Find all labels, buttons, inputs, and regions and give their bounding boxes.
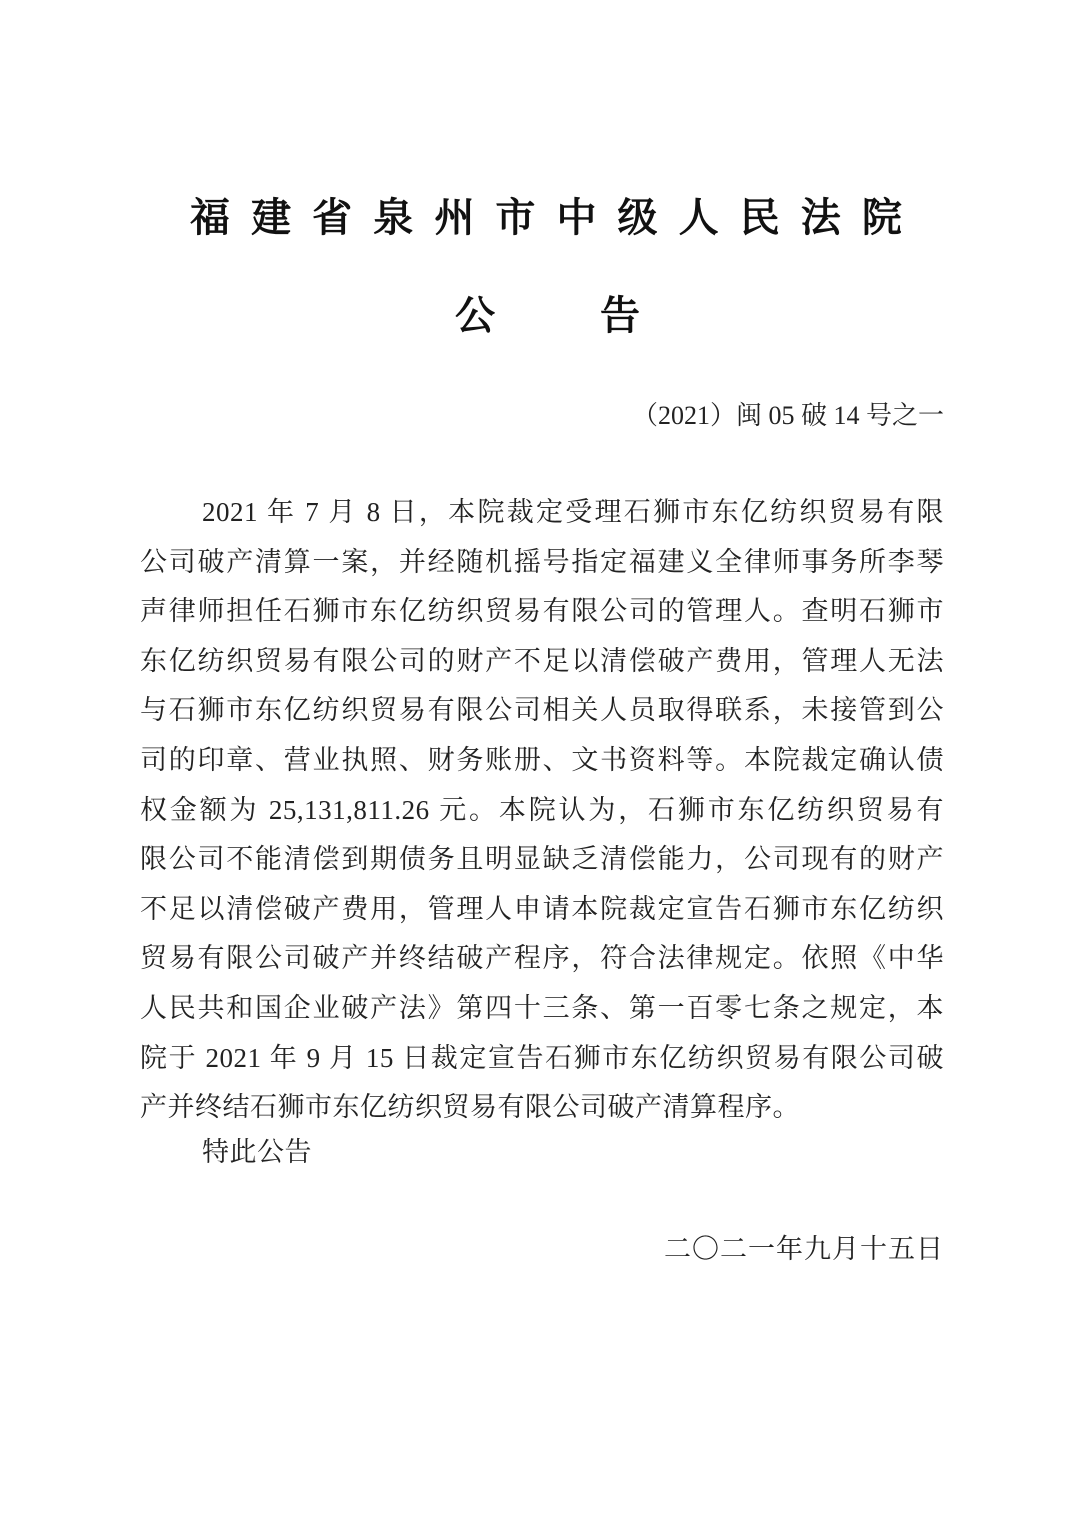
body-line: 声律师担任石狮市东亿纺织贸易有限公司的管理人。查明石狮市 — [140, 596, 944, 627]
body-line: 院于 2021 年 9 月 15 日裁定宣告石狮市东亿纺织贸易有限公司破 — [140, 1042, 944, 1073]
body-line: 司的印章、营业执照、财务账册、文书资料等。本院裁定确认债 — [140, 745, 944, 775]
body-line: 东亿纺织贸易有限公司的财产不足以清偿破产费用，管理人无法 — [140, 645, 944, 676]
court-name-char: 州 — [434, 194, 475, 241]
court-name-char: 民 — [739, 194, 780, 241]
body-line: 不足以清偿破产费用，管理人申请本院裁定宣告石狮市东亿纺织 — [140, 893, 944, 924]
body-line: 产并终结石狮市东亿纺织贸易有限公司破产清算程序。 — [140, 1092, 800, 1123]
body-line: 人民共和国企业破产法》第四十三条、第一百零七条之规定，本 — [140, 993, 944, 1023]
court-name-char: 中 — [556, 194, 597, 241]
court-name-char: 福 — [190, 194, 230, 241]
closing-phrase — [202, 1133, 312, 1173]
court-name-char: 省 — [312, 194, 353, 241]
body-line: 贸易有限公司破产并终结破产程序，符合法律规定。依照《中华 — [140, 943, 944, 974]
court-name-char: 级 — [617, 194, 658, 241]
body-line: 限公司不能清偿到期债务且明显缺乏清偿能力，公司现有的财产 — [140, 844, 944, 875]
body-line: 与石狮市东亿纺织贸易有限公司相关人员取得联系，未接管到公 — [140, 695, 944, 726]
case-number: （2021）闽 05 破 14 号之一 — [631, 401, 944, 430]
court-name-char: 泉 — [373, 194, 414, 241]
court-name-heading — [190, 190, 902, 246]
issue-date: 二〇二一年九月十五日 — [664, 1234, 944, 1265]
court-name-char: 院 — [861, 194, 902, 241]
closing-text: 特此公告 — [202, 1136, 312, 1168]
court-name-char: 人 — [678, 194, 719, 241]
body-line: 2021 年 7 月 8 日，本院裁定受理石狮市东亿纺织贸易有限 — [202, 497, 944, 527]
doc-type-char: 告 — [600, 292, 640, 339]
body-line: 公司破产清算一案，并经随机摇号指定福建义全律师事务所李琴 — [140, 546, 944, 577]
court-name-char: 市 — [495, 194, 536, 241]
body-line: 权金额为 25,131,811.26 元。本院认为，石狮市东亿纺织贸易有 — [140, 794, 944, 825]
doc-type-char: 公 — [455, 292, 495, 339]
court-name-char: 法 — [800, 194, 841, 241]
court-name-char: 建 — [251, 194, 292, 241]
document-type-heading — [455, 288, 640, 344]
